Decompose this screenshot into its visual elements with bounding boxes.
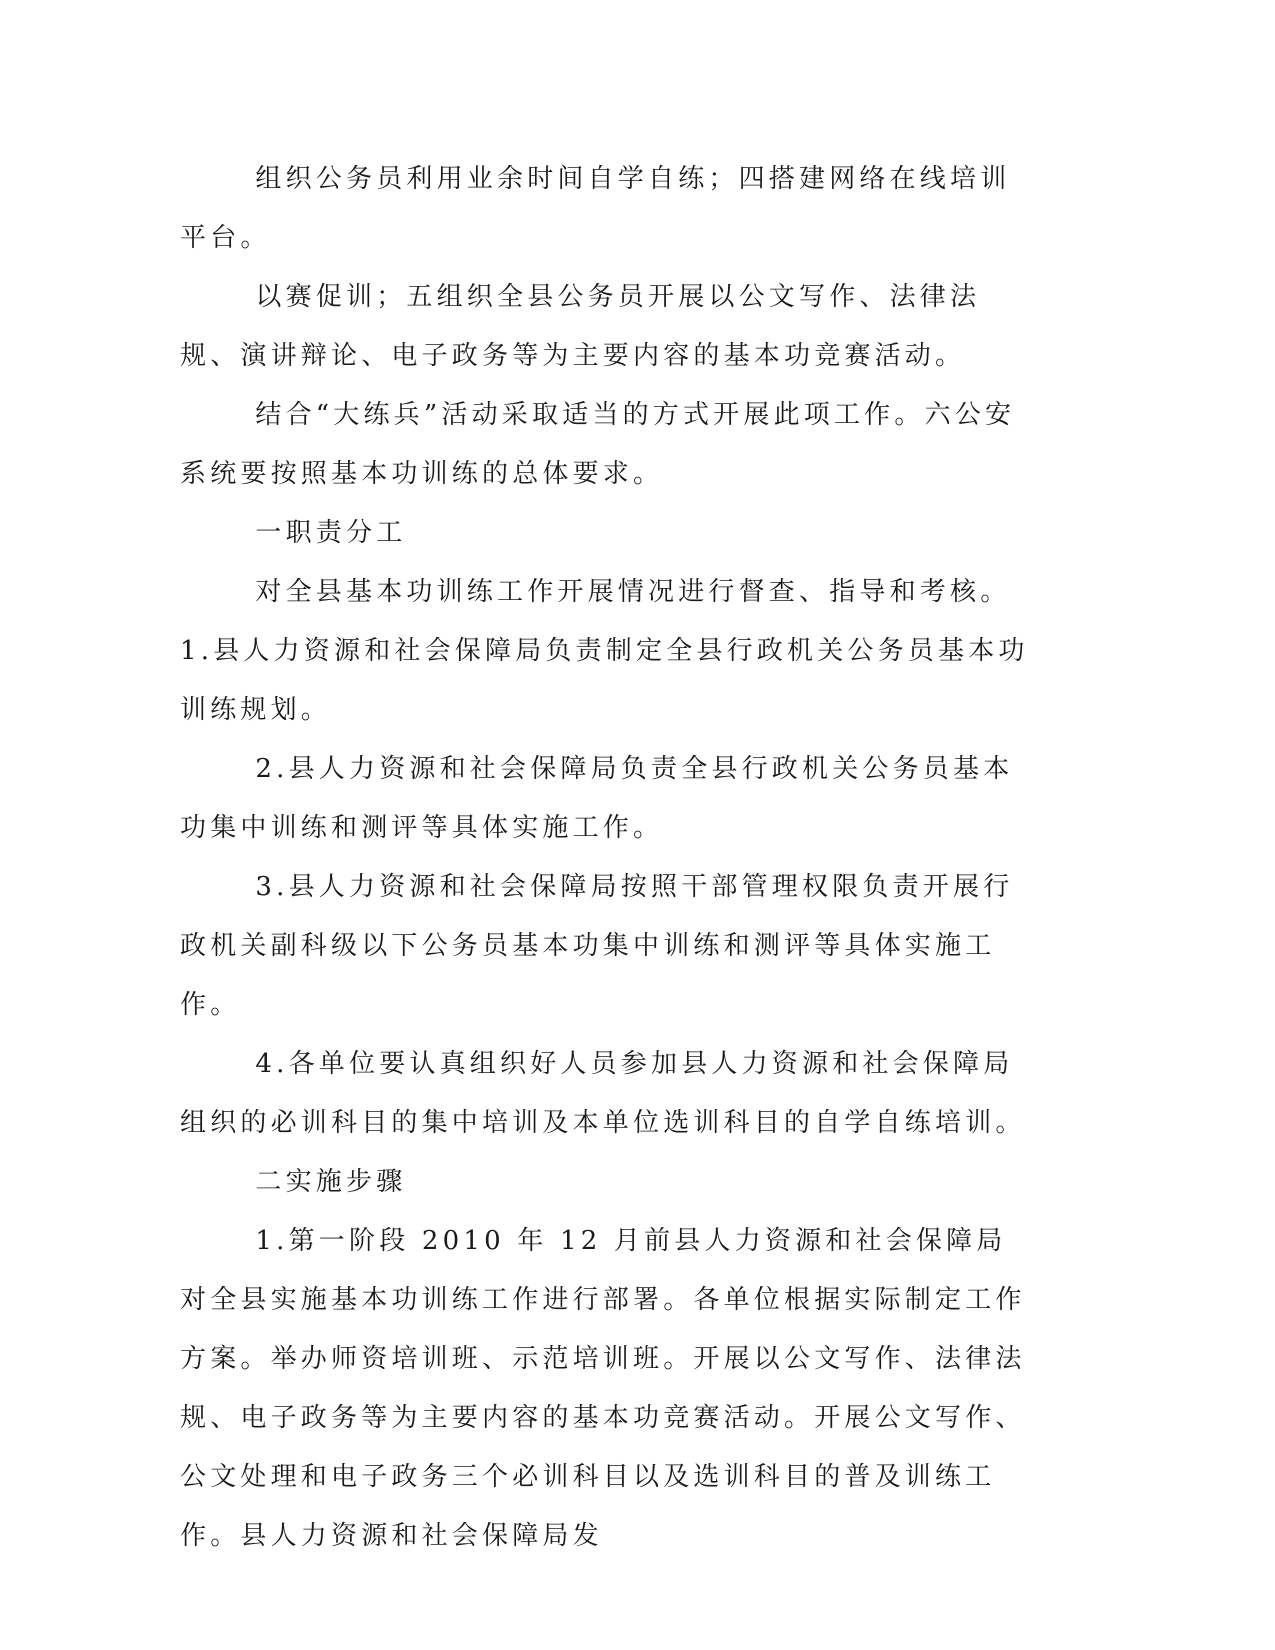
paragraph-police-system: 结合“大练兵”活动采取适当的方式开展此项工作。六公安系统要按照基本功训练的总体要求。 [180, 400, 1016, 489]
section-heading-responsibilities: 一职责分工 [255, 518, 407, 548]
paragraph-competition: 以赛促训；五组织全县公务员开展以公文写作、法律法规、演讲辩论、电子政务等为主要内容的基本功竞赛活动。 [180, 282, 981, 371]
paragraph-self-study: 组织公务员利用业余时间自学自练；四搭建网络在线培训平台。 [180, 164, 1011, 253]
section-heading-implementation: 二实施步骤 [255, 1167, 407, 1197]
document-body [180, 150, 1030, 1566]
paragraph-item-4: 4.各单位要认真组织好人员参加县人力资源和社会保障局组织的必训科目的集中培训及本单位选训科目的自学自练培训。 [180, 1049, 1026, 1138]
paragraph-item-1: 对全县基本功训练工作开展情况进行督查、指导和考核。1.县人力资源和社会保障局负责制定全县行政机关公务员基本功训练规划。 [180, 577, 1029, 725]
paragraph-item-2: 2.县人力资源和社会保障局负责全县行政机关公务员基本功集中训练和测评等具体实施工作。 [180, 754, 1014, 843]
paragraph-item-3: 3.县人力资源和社会保障局按照干部管理权限负责开展行政机关副科级以下公务员基本功集中训练和测评等具体实施工作。 [180, 872, 1014, 1020]
paragraph-stage-1: 1.第一阶段 2010 年 12 月前县人力资源和社会保障局对全县实施基本功训练工作进行部署。各单位根据实际制定工作方案。举办师资培训班、示范培训班。开展以公文写作、法律法规、电子政务等为主要内容的基本功竞赛活动。开展公文写作、公文处理和电子政务三个必训科目以及选训科目的普及训练工作。县人力资源和社会保障局发 [180, 1226, 1026, 1551]
